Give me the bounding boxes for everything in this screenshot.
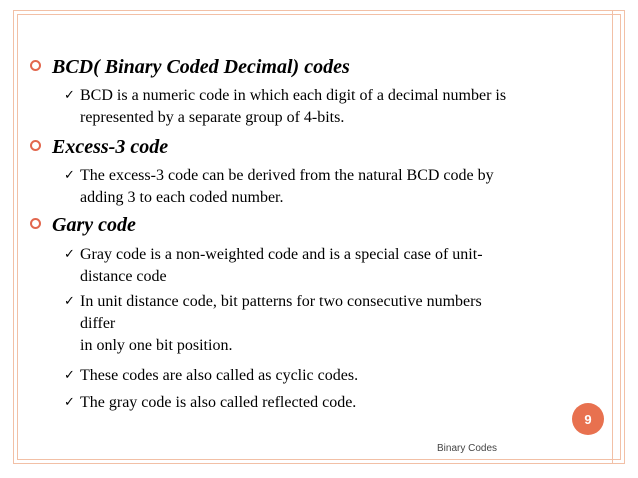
bullet-point-unit-distance: [64, 291, 589, 357]
checkmark-bullet-icon: ✓: [64, 395, 75, 410]
bullet-point-reflected-code: [64, 392, 589, 414]
circle-bullet-icon: [30, 60, 41, 71]
section-heading-text: Excess-3 code: [52, 136, 169, 158]
footer-text: Binary Codes: [437, 443, 498, 454]
bullet-point-text: In unit distance code, bit patterns for two consecutive numbers differ in only one bit position.: [80, 293, 482, 354]
bullet-point-excess3-definition: [64, 165, 589, 209]
bullet-point-text: The excess-3 code can be derived from the natural BCD code by adding 3 to each coded number.: [80, 167, 494, 206]
circle-bullet-icon: [30, 218, 41, 229]
bullet-point-text: The gray code is also called reflected code.: [80, 394, 357, 411]
circle-bullet-icon: [30, 140, 41, 151]
page-number-badge: 9: [572, 403, 604, 435]
checkmark-bullet-icon: ✓: [64, 368, 75, 383]
section-heading-bcd: [30, 55, 350, 79]
checkmark-bullet-icon: ✓: [64, 168, 75, 183]
checkmark-bullet-icon: ✓: [64, 294, 75, 309]
section-heading-excess3: [30, 135, 168, 159]
section-heading-text: BCD( Binary Coded Decimal) codes: [52, 56, 350, 78]
section-heading-gray: [30, 213, 136, 237]
bullet-point-text: Gray code is a non-weighted code and is a special case of unit- distance code: [80, 246, 483, 285]
bullet-point-bcd-definition: [64, 85, 589, 129]
section-heading-text: Gary code: [52, 214, 136, 236]
checkmark-bullet-icon: ✓: [64, 247, 75, 262]
checkmark-bullet-icon: ✓: [64, 88, 75, 103]
bullet-point-gray-definition: [64, 244, 589, 288]
bullet-point-cyclic-codes: [64, 365, 589, 387]
bullet-point-text: BCD is a numeric code in which each digit of a decimal number is represented by a separate group of 4-bits.: [80, 87, 507, 126]
bullet-point-text: These codes are also called as cyclic codes.: [80, 367, 359, 384]
